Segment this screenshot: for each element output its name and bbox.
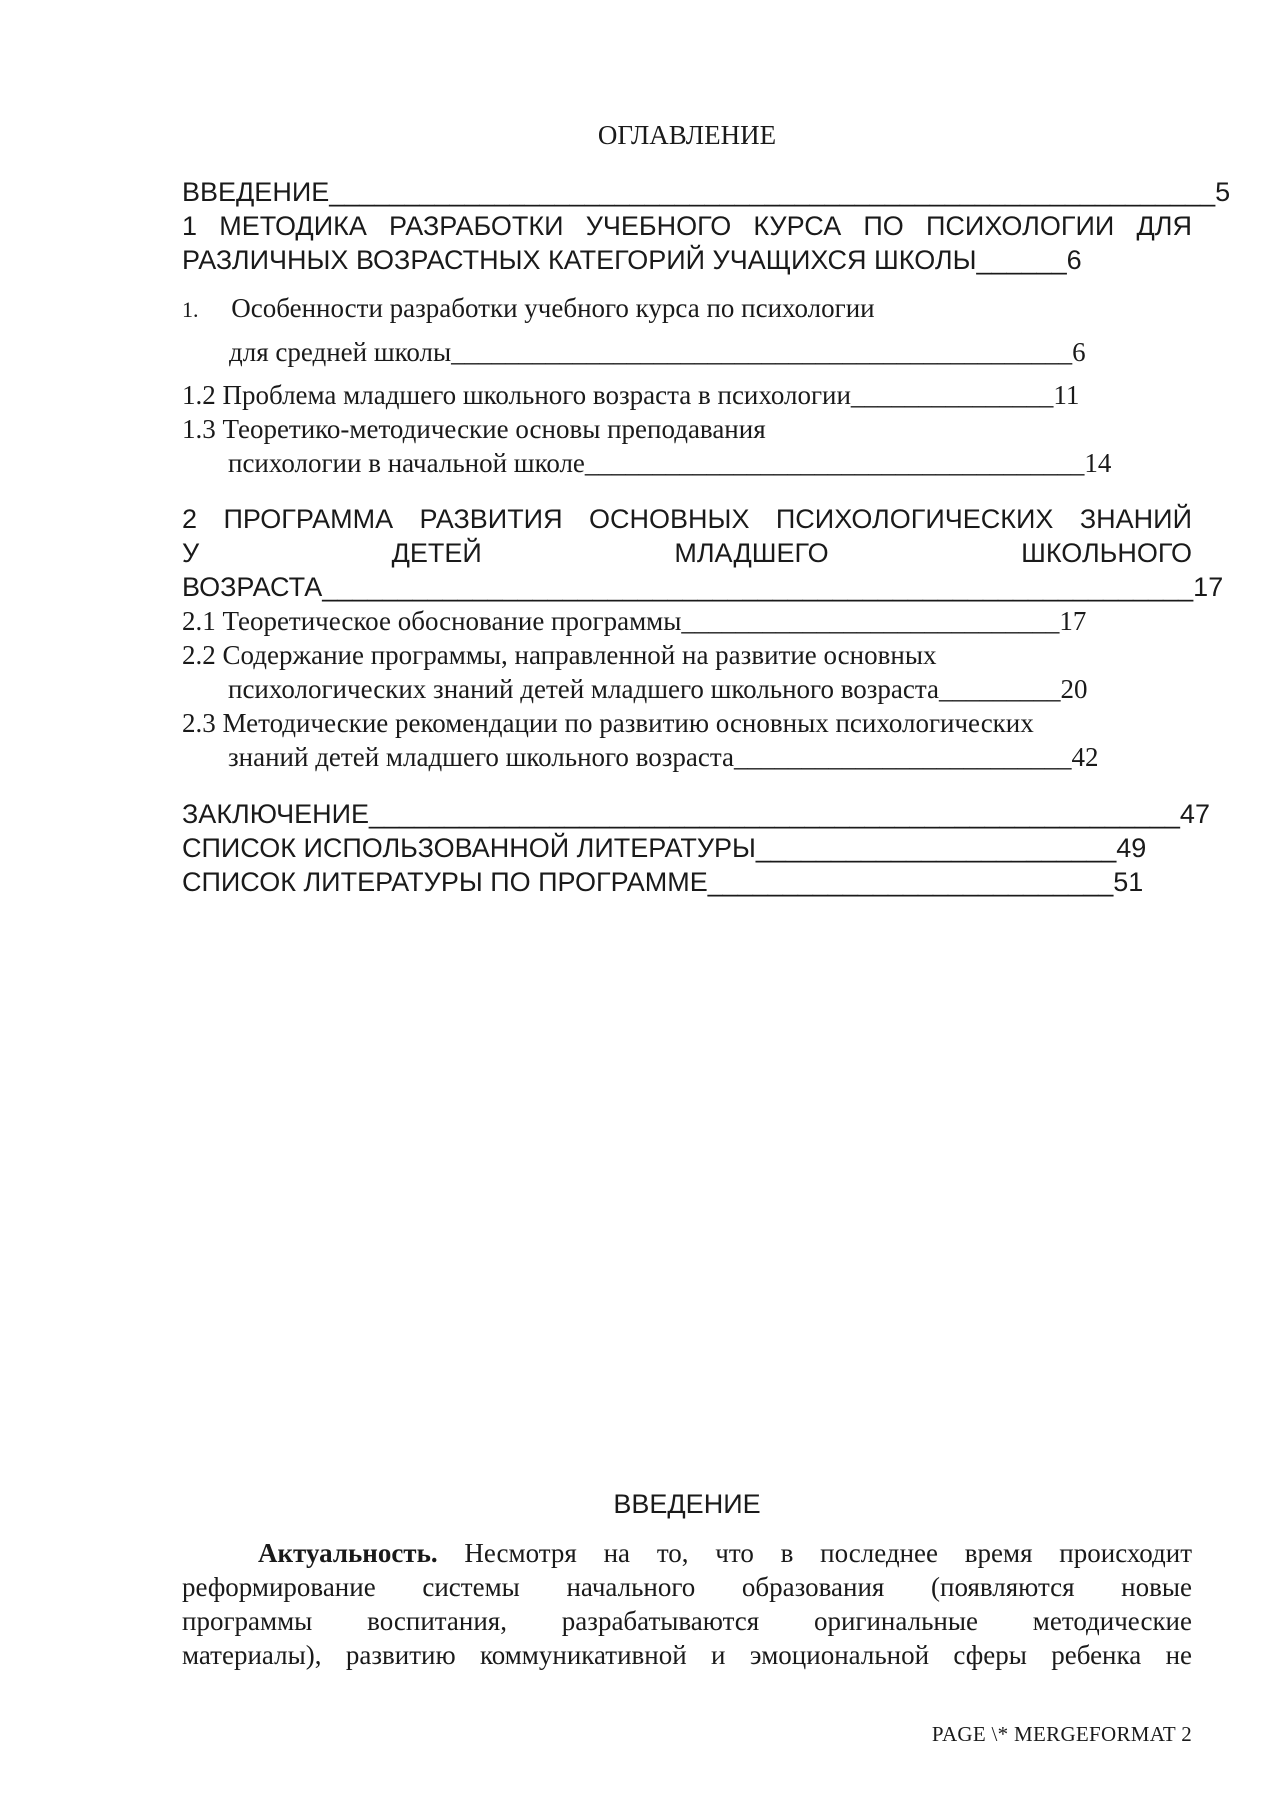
toc-entry-2-1[interactable]: 2.1 Теоретическое обоснование программы____________________________17 bbox=[182, 606, 1087, 636]
intro-heading: ВВЕДЕНИЕ bbox=[613, 1489, 761, 1519]
toc-entry-chapter2-line3[interactable]: ВОЗРАСТА__________________________________________________________17 bbox=[182, 572, 1224, 602]
toc-word: ДЕТЕЙ bbox=[391, 538, 482, 568]
toc-entry-program-literature[interactable]: СПИСОК ЛИТЕРАТУРЫ ПО ПРОГРАММЕ___________________________51 bbox=[182, 867, 1144, 897]
toc-entry-2-2[interactable]: 2.2 Содержание программы, направленной на развитие основных bbox=[182, 640, 937, 670]
toc-entry-2-3[interactable]: 2.3 Методические рекомендации по развитию основных психологических bbox=[182, 708, 1034, 738]
toc-entry-bibliography[interactable]: СПИСОК ИСПОЛЬЗОВАННОЙ ЛИТЕРАТУРЫ________________________49 bbox=[182, 833, 1147, 863]
intro-line-1 bbox=[182, 1536, 1192, 1570]
page-footer: PAGE \* MERGEFORMAT 2 bbox=[931, 1722, 1192, 1746]
toc-word: ШКОЛЬНОГО bbox=[1021, 538, 1192, 568]
toc-word: У bbox=[182, 538, 200, 568]
intro-paragraph bbox=[182, 1536, 1192, 1672]
toc-entry-conclusion[interactable]: ЗАКЛЮЧЕНИЕ______________________________________________________47 bbox=[182, 799, 1210, 829]
toc-entry-chapter1-line2[interactable]: РАЗЛИЧНЫХ ВОЗРАСТНЫХ КАТЕГОРИЙ УЧАЩИХСЯ ШКОЛЫ______6 bbox=[182, 245, 1082, 275]
toc-entry-chapter2-line2[interactable] bbox=[182, 537, 1192, 569]
toc-entry-1-1-cont[interactable]: для средней школы______________________________________________6 bbox=[229, 337, 1086, 367]
toc-entry-chapter2-line1[interactable]: 2 ПРОГРАММА РАЗВИТИЯ ОСНОВНЫХ ПСИХОЛОГИЧЕСКИХ ЗНАНИЙ bbox=[182, 504, 1192, 534]
intro-bold-lead: Актуальность. bbox=[258, 1538, 438, 1568]
toc-entry-chapter1-line1[interactable]: 1 МЕТОДИКА РАЗРАБОТКИ УЧЕБНОГО КУРСА ПО ПСИХОЛОГИИ ДЛЯ bbox=[182, 211, 1192, 241]
toc-word: МЛАДШЕГО bbox=[674, 538, 829, 568]
intro-line-4: материалы), развитию коммуникативной и эмоциональной сферы ребенка не bbox=[182, 1640, 1192, 1670]
toc-entry-1-1-text: Особенности разработки учебного курса по психологии bbox=[231, 293, 875, 323]
toc-entry-2-2-cont[interactable]: психологических знаний детей младшего школьного возраста_________20 bbox=[228, 674, 1088, 704]
toc-entry-2-3-cont[interactable]: знаний детей младшего школьного возраста_________________________42 bbox=[228, 742, 1099, 772]
toc-entry-1-3[interactable]: 1.3 Теоретико-методические основы преподавания bbox=[182, 414, 766, 444]
toc-entry-1-1[interactable] bbox=[182, 292, 875, 326]
toc-entry-1-3-cont[interactable]: психологии в начальной школе_____________________________________14 bbox=[228, 448, 1112, 478]
toc-title: ОГЛАВЛЕНИЕ bbox=[597, 120, 777, 150]
intro-line-3: программы воспитания, разрабатываются оригинальные методические bbox=[182, 1606, 1192, 1636]
intro-line-2: реформирование системы начального образования (появляются новые bbox=[182, 1572, 1192, 1602]
toc-entry-intro[interactable]: ВВЕДЕНИЕ___________________________________________________________5 bbox=[182, 177, 1231, 207]
intro-line-1-text: Несмотря на то, что в последнее время происходит bbox=[464, 1538, 1193, 1568]
toc-entry-1-2[interactable]: 1.2 Проблема младшего школьного возраста в психологии_______________11 bbox=[182, 380, 1080, 410]
toc-entry-1-1-number: 1. bbox=[182, 297, 199, 322]
